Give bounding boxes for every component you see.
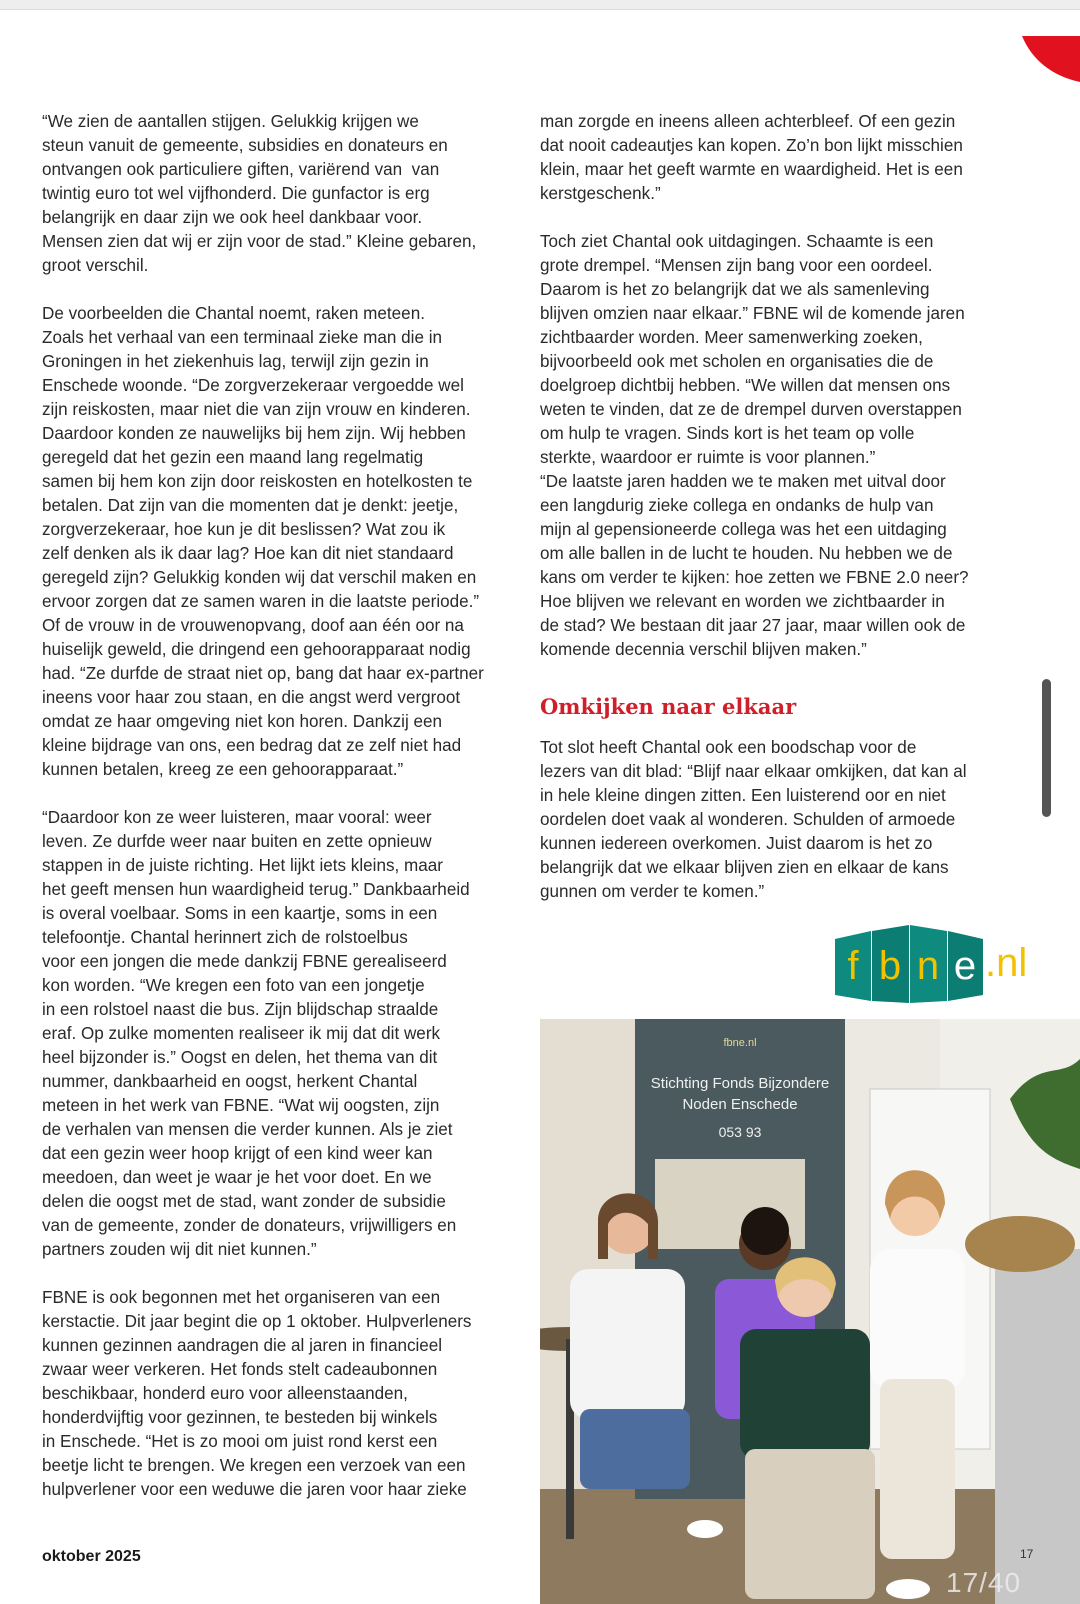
banner-phone: 053 93 bbox=[718, 1124, 762, 1140]
text-line: kon worden. “We kregen een foto van een jongetje bbox=[42, 976, 425, 995]
text-line: blijven omzien naar elkaar.” FBNE wil de komende jaren bbox=[540, 304, 965, 323]
logo-suffix: .nl bbox=[985, 941, 1028, 985]
text-line: voor een jongen die mede dankzij FBNE gerealiseerd bbox=[42, 952, 447, 971]
text-line: ineens voor haar zou staan, en die angst werd vergroot bbox=[42, 688, 461, 707]
text-line: kleine bijdrage van ons, een bedrag dat ze zelf niet had bbox=[42, 736, 462, 755]
text-line: in een rolstoel naast die bus. Zijn blijdschap straalde bbox=[42, 1000, 439, 1019]
text-line: meedoen, dan weet je waar je het voor doet. En we bbox=[42, 1168, 432, 1187]
text-line: de stad? We bestaan dit jaar 27 jaar, maar willen ook de bbox=[540, 616, 966, 635]
text-line: de verhalen van mensen die verder kunnen. Als je ziet bbox=[42, 1120, 453, 1139]
text-line: Zoals het verhaal van een terminaal zieke man die in bbox=[42, 328, 443, 347]
text-line: telefoontje. Chantal herinnert zich de rolstoelbus bbox=[42, 928, 408, 947]
logo-letter: e bbox=[953, 944, 977, 988]
text-line: in hele kleine dingen zitten. Een luisterend oor en niet bbox=[540, 786, 946, 805]
text-line: Tot slot heeft Chantal ook een boodschap voor de bbox=[540, 738, 917, 757]
text-line: doelgroep dichtbij hebben. “We willen dat mensen ons bbox=[540, 376, 951, 395]
text-line: delen die oogst met de stad, want zonder de subsidie bbox=[42, 1192, 446, 1211]
text-line: Daardoor konden ze nauwelijks bij hem zijn. Wij hebben bbox=[42, 424, 466, 443]
text-line: zelf denken als ik daar lag? Hoe kan dit niet standaard bbox=[42, 544, 454, 563]
text-line: het geeft mensen hun waardigheid terug.” Dankbaarheid bbox=[42, 880, 470, 899]
text-line: geregeld dat het gezin een maand lang regelmatig bbox=[42, 448, 424, 467]
text-line: heel bijzonder is.” Oogst en delen, het thema van dit bbox=[42, 1048, 438, 1067]
page-number: 17 bbox=[1020, 1547, 1034, 1561]
text-line: stappen in de juiste richting. Het lijkt iets kleins, maar bbox=[42, 856, 443, 875]
corner-accent bbox=[1022, 36, 1080, 82]
text-line: betalen. Dat zijn van die momenten dat je denkt: jeetje, bbox=[42, 496, 459, 515]
text-line: belangrijk dat we elkaar blijven zien en elkaar de kans bbox=[540, 858, 949, 877]
text-line: van de gemeente, zonder de donateurs, vrijwilligers en bbox=[42, 1216, 457, 1235]
text-line: Hoe blijven we relevant en worden we zichtbaarder in bbox=[540, 592, 945, 611]
text-line: kunnen iedereen overkomen. Juist daarom is het zo bbox=[540, 834, 933, 853]
text-line: kerstgeschenk.” bbox=[540, 184, 661, 203]
text-line: klein, maar het geeft warmte en waardigheid. Het is een bbox=[540, 160, 963, 179]
text-line: belangrijk en daar zijn we ook heel dankbaar voor. bbox=[42, 208, 423, 227]
text-line: ontvangen ook particuliere giften, variërend van van bbox=[42, 160, 440, 179]
text-line: “Daardoor kon ze weer luisteren, maar vooral: weer bbox=[42, 808, 432, 827]
logo-letter: b bbox=[878, 944, 902, 988]
text-line: dat een gezin weer hoop krijgt of een kind weer kan bbox=[42, 1144, 433, 1163]
text-line: had. “Ze durfde de straat niet op, bang dat haar ex-partner bbox=[42, 664, 484, 683]
text-line: Of de vrouw in de vrouwenopvang, doof aan één oor na bbox=[42, 616, 464, 635]
text-line: hulpverlener voor een weduwe die jaren voor haar zieke bbox=[42, 1480, 467, 1499]
scrollbar-thumb[interactable] bbox=[1042, 679, 1051, 817]
closing-paragraph bbox=[540, 736, 1020, 904]
text-line: omdat ze haar omgeving niet kon horen. Dankzij een bbox=[42, 712, 443, 731]
text-line: lezers van dit blad: “Blijf naar elkaar omkijken, dat kan al bbox=[540, 762, 967, 781]
text-line: De voorbeelden die Chantal noemt, raken meteen. bbox=[42, 304, 425, 323]
text-line: FBNE is ook begonnen met het organiseren van een bbox=[42, 1288, 441, 1307]
text-line: partners zouden wij dit niet kunnen.” bbox=[42, 1240, 317, 1259]
text-line: nummer, dankbaarheid en oogst, herkent Chantal bbox=[42, 1072, 418, 1091]
logo-letter: f bbox=[847, 944, 859, 988]
text-line: “De laatste jaren hadden we te maken met uitval door bbox=[540, 472, 946, 491]
banner-title-line1: Stichting Fonds Bijzondere bbox=[650, 1075, 830, 1092]
text-line: huiselijk geweld, die dringend een gehoorapparaat nodig bbox=[42, 640, 471, 659]
text-line: Toch ziet Chantal ook uitdagingen. Schaamte is een bbox=[540, 232, 934, 251]
text-line: “We zien de aantallen stijgen. Gelukkig krijgen we bbox=[42, 112, 419, 131]
text-line: honderdvijftig voor gezinnen, te besteden bij winkels bbox=[42, 1408, 438, 1427]
text-line: is overal voelbaar. Soms in een kaartje, soms in een bbox=[42, 904, 438, 923]
article-right-column bbox=[540, 110, 1020, 662]
text-line: kerstactie. Dit jaar begint die op 1 oktober. Hulpverleners bbox=[42, 1312, 472, 1331]
text-line: bijvoorbeeld ook met scholen en organisaties die de bbox=[540, 352, 934, 371]
banner-title-line2: Noden Enschede bbox=[682, 1096, 798, 1113]
text-line: beetje licht te brengen. We kregen een verzoek van een bbox=[42, 1456, 466, 1475]
text-line: oordelen doet vaak al wonderen. Schulden of armoede bbox=[540, 810, 956, 829]
banner-brand: fbne.nl bbox=[723, 1037, 757, 1049]
text-line: kans om verder te kijken: hoe zetten we FBNE 2.0 neer? bbox=[540, 568, 969, 587]
logo-letter: n bbox=[916, 944, 940, 988]
text-line: grote drempel. “Mensen zijn bang voor een oordeel. bbox=[540, 256, 933, 275]
viewer-page-counter: 17/40 bbox=[946, 1567, 1022, 1598]
text-line: geregeld zijn? Gelukkig konden wij dat verschil maken en bbox=[42, 568, 477, 587]
text-line: Enschede woonde. “De zorgverzekeraar vergoedde wel bbox=[42, 376, 464, 395]
text-line: komende decennia verschil blijven maken.” bbox=[540, 640, 867, 659]
section-heading: Omkijken naar elkaar bbox=[540, 694, 797, 719]
text-line: leven. Ze durfde weer naar buiten en zette opnieuw bbox=[42, 832, 432, 851]
text-line: samen bij hem kon zijn door reiskosten en hotelkosten te bbox=[42, 472, 473, 491]
fbne-logo-blocks bbox=[835, 925, 983, 1003]
text-line: zijn reiskosten, maar niet die van zijn vrouw en kinderen. bbox=[42, 400, 471, 419]
text-line: kunnen gezinnen aandragen die al jaren in financieel bbox=[42, 1336, 443, 1355]
text-line: beschikbaar, honderd euro voor alleenstaanden, bbox=[42, 1384, 408, 1403]
text-line: meteen in het werk van FBNE. “Wat wij oogsten, zijn bbox=[42, 1096, 440, 1115]
text-line: zwaar weer verkeren. Het fonds stelt cadeaubonnen bbox=[42, 1360, 438, 1379]
text-line: weten te vinden, dat ze de drempel durven overstappen bbox=[540, 400, 962, 419]
text-line: groot verschil. bbox=[42, 256, 149, 275]
text-line: Groningen in het ziekenhuis lag, terwijl zijn gezin in bbox=[42, 352, 429, 371]
viewer-top-bar bbox=[0, 0, 1080, 10]
text-line: Daarom is het zo belangrijk dat we als samenleving bbox=[540, 280, 930, 299]
text-line: gunnen om verder te komen.” bbox=[540, 882, 765, 901]
text-line: om hulp te vragen. Sinds kort is het team op volle bbox=[540, 424, 915, 443]
text-line: een langdurig zieke collega en ondanks de hulp van bbox=[540, 496, 934, 515]
team-photo bbox=[540, 1019, 1080, 1604]
footer-date: oktober 2025 bbox=[42, 1548, 141, 1565]
text-line: mijn al gepensioneerde collega was het een uitdaging bbox=[540, 520, 947, 539]
text-line: steun vanuit de gemeente, subsidies en donateurs en bbox=[42, 136, 448, 155]
article-left-column bbox=[42, 110, 512, 1502]
text-line: in Enschede. “Het is zo mooi om juist rond kerst een bbox=[42, 1432, 438, 1451]
text-line: dat nooit cadeautjes kan kopen. Zo’n bon lijkt misschien bbox=[540, 136, 963, 155]
fbne-logo bbox=[835, 925, 1028, 1003]
text-line: man zorgde en ineens alleen achterbleef. Of een gezin bbox=[540, 112, 956, 131]
text-line: om alle ballen in de lucht te houden. Nu hebben we de bbox=[540, 544, 953, 563]
text-line: kunnen betalen, kreeg ze een gehoorapparaat.” bbox=[42, 760, 404, 779]
text-line: ervoor zorgen dat ze samen waren in die laatste periode.” bbox=[42, 592, 480, 611]
text-line: twintig euro tot wel vijfhonderd. Die gunfactor is erg bbox=[42, 184, 430, 203]
text-line: zorgverzekeraar, hoe kun je dit beslissen? Wat zou ik bbox=[42, 520, 446, 539]
text-line: zichtbaarder worden. Meer samenwerking zoeken, bbox=[540, 328, 923, 347]
text-line: eraf. Op zulke momenten realiseer ik mij dat dit werk bbox=[42, 1024, 441, 1043]
text-line: sterkte, waardoor er ruimte is voor plannen.” bbox=[540, 448, 876, 467]
text-line: Mensen zien dat wij er zijn voor de stad.” Kleine gebaren, bbox=[42, 232, 477, 251]
